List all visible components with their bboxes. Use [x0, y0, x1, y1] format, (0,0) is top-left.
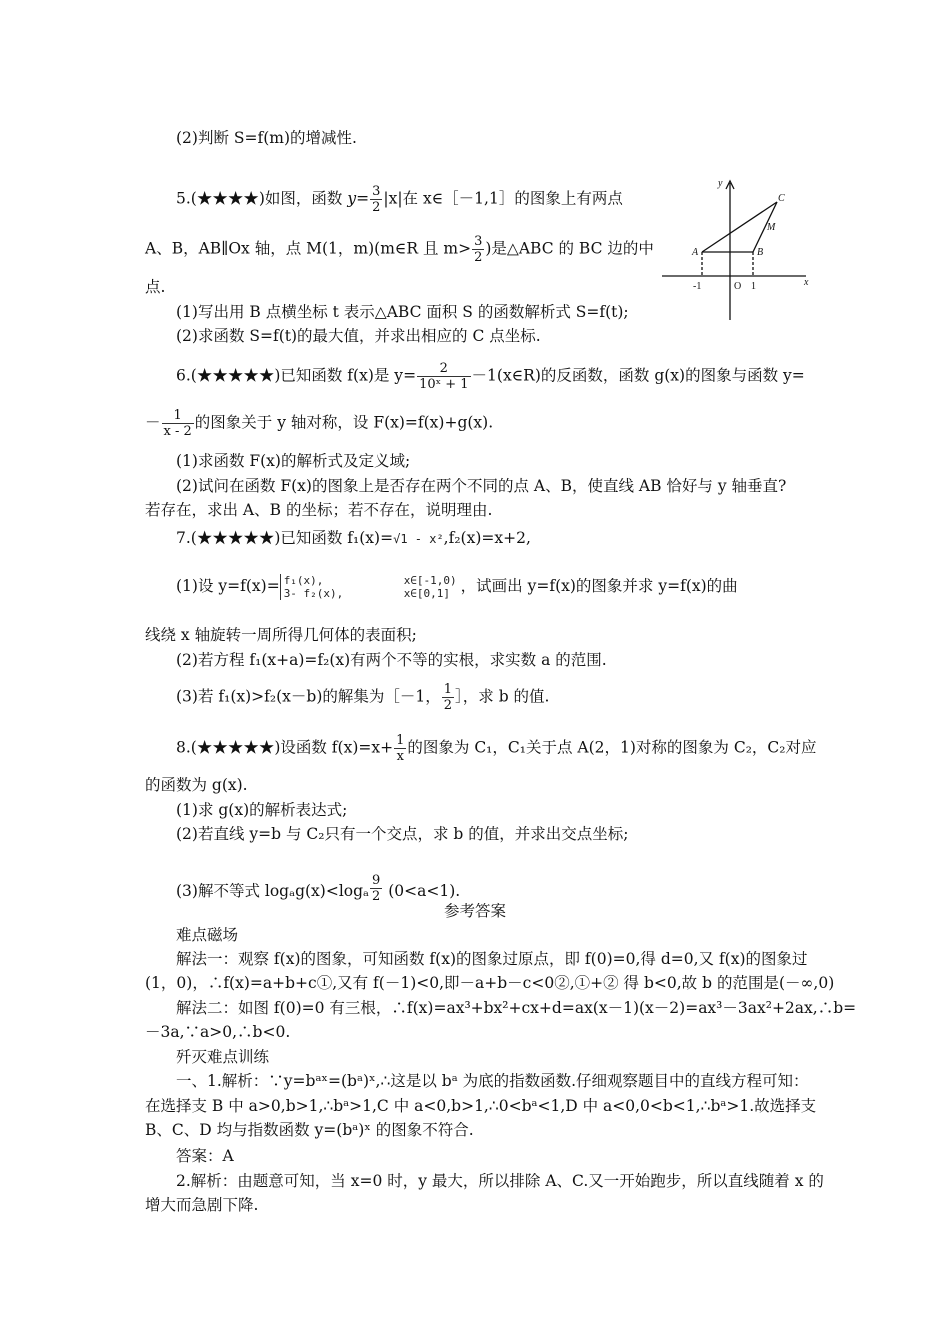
- text: )是△ABC 的 BC 边的中: [485, 239, 654, 258]
- text: －: [145, 413, 161, 432]
- y-label: y: [718, 178, 723, 189]
- piecewise-function: f₁(x), x∈[-1,0) 3- f₂(x), x∈[0,1]: [280, 574, 457, 600]
- sqrt-expression: √1 - x²: [393, 531, 444, 546]
- text: ，试画出 y=f(x)的图象并求 y=f(x)的曲: [460, 577, 738, 595]
- problem-7-line-1: [176, 525, 810, 551]
- text-line: (2)若直线 y=b 与 C₂只有一个交点，求 b 的值，并求出交点坐标;: [176, 825, 629, 843]
- point-a-label: A: [692, 247, 699, 258]
- point-b-label: B: [757, 247, 764, 258]
- text-line: 点.: [145, 278, 166, 296]
- text: －1(x∈R)的反函数，函数 g(x)的图象与函数 y=: [471, 366, 805, 385]
- origin-label: O: [734, 281, 742, 292]
- text: |x|在 x∈［－1,1］的图象上有两点: [383, 189, 623, 208]
- problem-7-line-5: [176, 682, 810, 713]
- text-line: (2)求函数 S=f(t)的最大值，并求出相应的 C 点坐标.: [176, 327, 541, 345]
- x-label: x: [804, 277, 809, 288]
- problem-6-line-1: [176, 361, 810, 392]
- fraction: $\frac{9}{2}$: [372, 873, 381, 904]
- text: (1)设 y=f(x)=: [176, 577, 280, 595]
- problem-7-line-2: [176, 573, 810, 613]
- text-line: 若存在，求出 A、B 的坐标；若不存在，说明理由.: [145, 501, 493, 519]
- text: 的图象为 C₁，C₁关于点 A(2，1)对称的图象为 C₂，C₂对应: [407, 738, 817, 757]
- text: (0<a<1).: [383, 882, 461, 900]
- text-line: 的函数为 g(x).: [145, 776, 248, 794]
- text-line: 线绕 x 轴旋转一周所得几何体的表面积;: [145, 626, 417, 644]
- problem-5-line-1: 5.(★★★★)如图，函数 y= $\frac{3}{2}$ |x|在 x∈［－1,1］的图象上有两点: [176, 184, 623, 215]
- text-line: 一、1.解析：∵y=bᵃˣ=(bᵃ)ˣ,∴这是以 bᵃ 为底的指数函数.仔细观察题目中的直线方程可知：: [176, 1072, 809, 1090]
- text-line: (1)求函数 F(x)的解析式及定义域;: [176, 452, 411, 470]
- text: 的图象关于 y 轴对称，设 F(x)=f(x)+g(x).: [194, 413, 494, 432]
- text: 6.(★★★★★)已知函数 f(x)是 y=: [176, 366, 417, 385]
- text: 7.(★★★★★)已知函数 f₁(x)=: [176, 529, 394, 547]
- text: A、B，AB∥Ox 轴，点 M(1，m)(m∈R 且 m>: [145, 239, 472, 258]
- answers-heading: 参考答案: [443, 902, 506, 920]
- fraction: $\frac{1}{x}$: [396, 733, 405, 764]
- text-line: (1，0)，∴f(x)=a+b+c①,又有 f(－1)<0,即－a+b－c<0②,①+② 得 b<0,故 b 的范围是(－∞,0): [145, 974, 835, 992]
- text: ,f₂(x)=x+2,: [443, 529, 531, 547]
- text: (3)解不等式 logₐg(x)<logₐ: [176, 882, 370, 900]
- text-line: (2)若方程 f₁(x+a)=f₂(x)有两个不等的实根，求实数 a 的范围.: [176, 651, 607, 669]
- fraction: $\frac{1}{2}$: [443, 682, 453, 713]
- section-heading: 难点磁场: [176, 926, 239, 944]
- fraction: $\frac{3}{2}$: [372, 184, 381, 215]
- text: 8.(★★★★★)设函数 f(x)=x+: [176, 738, 394, 757]
- triangle-figure: [658, 175, 813, 325]
- fraction: $\frac{3}{2}$: [474, 234, 483, 265]
- text-line: 解法一：观察 f(x)的图象，可知函数 f(x)的图象过原点，即 f(0)=0,得 d=0,又 f(x)的图象过: [176, 950, 808, 968]
- text-line: 解法二：如图 f(0)=0 有三根，∴f(x)=ax³+bx²+cx+d=ax(x－1)(x－2)=ax³－3ax²+2ax,∴b=: [176, 999, 857, 1017]
- problem-8-line-1: [176, 733, 817, 764]
- segment-ac: [702, 202, 777, 252]
- tick-one: 1: [751, 281, 756, 292]
- fraction: $\frac{2}{\text{10ˣ + 1}}$: [419, 361, 469, 392]
- point-c-label: C: [778, 193, 785, 204]
- text: (3)若 f₁(x)>f₂(x－b)的解集为［－1，: [176, 687, 441, 706]
- text-line: (2)判断 S=f(m)的增减性.: [176, 129, 357, 147]
- text: ］，求 b 的值.: [455, 687, 550, 706]
- text-line: (2)试问在函数 F(x)的图象上是否存在两个不同的点 A、B，使直线 AB 恰好与 y 轴垂直?: [176, 477, 787, 495]
- section-heading: 歼灭难点训练: [176, 1048, 270, 1066]
- text-line: 2.解析：由题意可知，当 x=0 时，y 最大，所以排除 A、C.又一开始跑步，所以直线随着 x 的: [176, 1172, 824, 1190]
- text-line: (1)写出用 B 点横坐标 t 表示△ABC 面积 S 的函数解析式 S=f(t);: [176, 303, 629, 321]
- answer-line: 答案：A: [176, 1147, 234, 1165]
- text-line: 增大而急剧下降.: [145, 1196, 259, 1214]
- point-m-label: M: [767, 222, 776, 233]
- text-line: (1)求 g(x)的解析表达式;: [176, 801, 348, 819]
- text: 5.(★★★★)如图，函数: [176, 189, 348, 208]
- text-line: －3a,∵a>0,∴b<0.: [145, 1023, 291, 1041]
- problem-6-line-2: [145, 408, 810, 439]
- text-line: B、C、D 均与指数函数 y=(bᵃ)ˣ 的图象不符合.: [145, 1121, 474, 1139]
- fraction: $\frac{1}{x - 2}$: [163, 408, 192, 439]
- text-line: 在选择支 B 中 a>0,b>1,∴bᵃ>1,C 中 a<0,b>1,∴0<bᵃ<1,D 中 a<0,0<b<1,∴bᵃ>1.故选择支: [145, 1097, 817, 1115]
- tick-neg-one: -1: [693, 281, 702, 292]
